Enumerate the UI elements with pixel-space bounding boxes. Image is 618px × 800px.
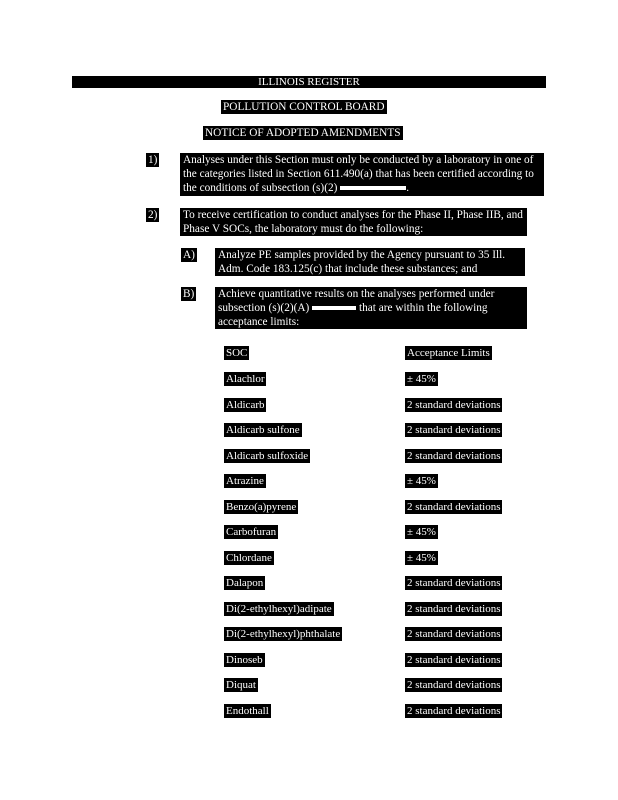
- acceptance-limit: ± 45%: [407, 373, 436, 385]
- soc-name: Carbofuran: [226, 526, 277, 538]
- acceptance-limit: 2 standard deviations: [407, 577, 501, 589]
- soc-name: Dinoseb: [226, 653, 263, 666]
- acceptance-limit: ± 45%: [407, 551, 436, 564]
- sub-b-line-3: acceptance limits:: [218, 316, 300, 328]
- soc-name: Di(2-ethylhexyl)phthalate: [226, 628, 341, 640]
- sub-b-ref: subsection (s)(2)(A): [218, 302, 310, 314]
- soc-name: Diquat: [226, 679, 256, 691]
- acceptance-limit: 2 standard deviations: [407, 679, 501, 691]
- acceptance-limit: 2 standard deviations: [407, 704, 501, 717]
- item-1-text: [180, 153, 544, 196]
- column-header-soc: SOC: [226, 347, 248, 359]
- sub-b-line-2: [218, 301, 524, 315]
- soc-name: Alachlor: [226, 373, 265, 385]
- item-1-body: Analyses under this Section must only be conducted by a laboratory in one of the categories listed in Section 611.490(a) that has been certified according to the conditions of subsection (s)(2): [183, 154, 534, 194]
- item-1-end: .: [406, 182, 410, 194]
- column-header-limits: Acceptance Limits: [407, 347, 490, 359]
- soc-name: Di(2-ethylhexyl)adipate: [226, 602, 332, 615]
- item-1-label: 1): [148, 154, 158, 166]
- acceptance-limit: ± 45%: [407, 475, 436, 487]
- acceptance-limit: 2 standard deviations: [407, 628, 501, 640]
- acceptance-limit: ± 45%: [407, 526, 436, 538]
- sub-b-text: [215, 287, 527, 329]
- soc-name: Aldicarb: [226, 398, 265, 411]
- register-title: ILLINOIS REGISTER: [258, 76, 360, 88]
- soc-name: Endothall: [226, 704, 269, 717]
- acceptance-limit: 2 standard deviations: [407, 653, 501, 666]
- board-title: POLLUTION CONTROL BOARD: [223, 101, 385, 113]
- soc-name: Chlordane: [226, 551, 272, 564]
- register-header-bar: [72, 76, 546, 88]
- soc-name: Aldicarb sulfone: [226, 424, 300, 436]
- acceptance-limit: 2 standard deviations: [407, 398, 501, 411]
- acceptance-limit: 2 standard deviations: [407, 424, 501, 436]
- soc-name: Benzo(a)pyrene: [226, 500, 297, 513]
- redaction-mark: [312, 306, 356, 310]
- item-2-label: 2): [148, 209, 158, 221]
- sub-a-text: Analyze PE samples provided by the Agency pursuant to 35 Ill. Adm. Code 183.125(c) that include these substances; and: [215, 248, 525, 276]
- acceptance-limit: 2 standard deviations: [407, 602, 501, 615]
- soc-name: Atrazine: [226, 475, 264, 487]
- acceptance-limit: 2 standard deviations: [407, 500, 501, 513]
- sub-b-line-1: Achieve quantitative results on the analyses performed under: [218, 288, 495, 300]
- sub-a-label: A): [183, 249, 195, 261]
- acceptance-limit: 2 standard deviations: [407, 449, 501, 462]
- item-2-text: To receive certification to conduct analyses for the Phase II, Phase IIB, and Phase V SOCs, the laboratory must do the following:: [180, 208, 527, 236]
- sub-b-label: B): [183, 288, 195, 300]
- redaction-mark: [340, 186, 406, 190]
- sub-b-line-2-end: that are within the following: [358, 302, 488, 314]
- soc-name: Aldicarb sulfoxide: [226, 449, 309, 462]
- soc-name: Dalapon: [226, 577, 264, 589]
- notice-title: NOTICE OF ADOPTED AMENDMENTS: [205, 127, 401, 139]
